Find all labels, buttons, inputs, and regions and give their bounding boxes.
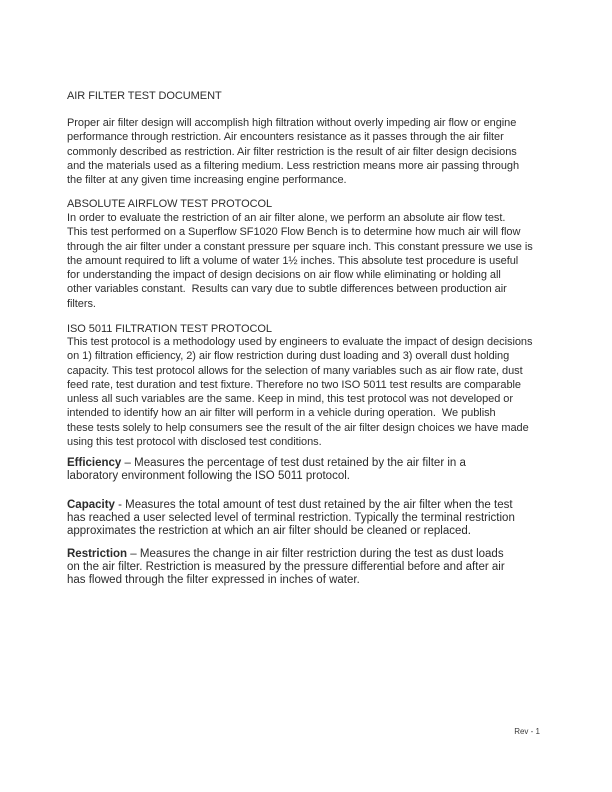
definition-capacity: [67, 499, 587, 538]
text-line: performance through restriction. Air encounters resistance as it passes through the air filter: [67, 131, 504, 144]
text-line: This test protocol is a methodology used by engineers to evaluate the impact of design decisions: [67, 336, 533, 348]
text-line: and the materials used as a filtering medium. Less restriction means more air passing through: [67, 159, 520, 172]
text-line: the amount required to lift a volume of water 1½ inches. This absolute test procedure is useful: [67, 254, 519, 267]
intro-paragraph: [67, 116, 587, 187]
text-line: feed rate, test duration and test fixture. Therefore no two ISO 5011 test results are comparable: [67, 378, 521, 391]
definition-lines: [67, 512, 587, 538]
section-heading-iso-5011: ISO 5011 FILTRATION TEST PROTOCOL: [67, 323, 272, 335]
definition-restriction: [67, 548, 587, 587]
definition-efficiency: [67, 457, 587, 483]
definition-lines: [67, 470, 587, 483]
text-line: intended to identify how an air filter will perform in a vehicle during operation. We publish: [67, 407, 496, 420]
section-paragraph-absolute-airflow: [67, 211, 587, 311]
text-line: This test performed on a Superflow SF1020 Flow Bench is to determine how much air will flow: [67, 226, 521, 239]
text-line: Proper air filter design will accomplish high filtration without overly impeding air flow or engine: [67, 117, 517, 129]
text-line: the filter at any given time increasing engine performance.: [67, 174, 347, 187]
definition-lines: [67, 561, 587, 587]
text-line: for understanding the impact of design decisions on air flow while eliminating or holding all: [67, 269, 501, 282]
document-title: AIR FILTER TEST DOCUMENT: [67, 90, 222, 102]
text-line: approximates the restriction at which an air filter should be cleaned or replaced.: [67, 525, 471, 537]
text-line: these tests solely to help consumers see the result of the air filter design choices we have made: [67, 421, 529, 434]
text-line: on the air filter. Restriction is measured by the pressure differential before and after air: [67, 561, 505, 573]
definition-text: – Measures the percentage of test dust retained by the air filter in a: [121, 457, 466, 469]
text-line: commonly described as restriction. Air filter restriction is the result of air filter design decisions: [67, 145, 517, 158]
text-line: laboratory environment following the ISO 5011 protocol.: [67, 470, 350, 482]
definition-first-line: [67, 499, 587, 512]
definition-text: – Measures the change in air filter restriction during the test as dust loads: [127, 548, 504, 560]
text-line: capacity. This test protocol allows for the selection of many variables such as air flow rate, dust: [67, 364, 523, 377]
footer-revision-label: Rev - 1: [514, 727, 540, 736]
text-line: unless all such variables are the same. Keep in mind, this test protocol was not developed or: [67, 393, 513, 406]
text-line: filters.: [67, 297, 96, 310]
definition-first-line: [67, 548, 587, 561]
text-line: through the air filter under a constant pressure per square inch. This constant pressure we use is: [67, 240, 533, 253]
definition-first-line: [67, 457, 587, 470]
definition-term: Efficiency: [67, 457, 122, 469]
text-line: using this test protocol with disclosed test conditions.: [67, 436, 322, 449]
definition-text: - Measures the total amount of test dust retained by the air filter when the test: [114, 499, 513, 511]
definition-term: Restriction: [67, 548, 128, 560]
section-heading-absolute-airflow: ABSOLUTE AIRFLOW TEST PROTOCOL: [67, 198, 273, 210]
text-line: has flowed through the filter expressed in inches of water.: [67, 574, 360, 586]
text-line: In order to evaluate the restriction of an air filter alone, we perform an absolute air flow test.: [67, 212, 506, 224]
definition-term: Capacity: [67, 499, 115, 511]
text-line: has reached a user selected level of terminal restriction. Typically the terminal restriction: [67, 512, 515, 524]
text-line: other variables constant. Results can vary due to subtle differences between production air: [67, 283, 507, 296]
section-paragraph-iso-5011: [67, 335, 587, 449]
text-line: on 1) filtration efficiency, 2) air flow restriction during dust loading and 3) overall dust holding: [67, 350, 510, 363]
